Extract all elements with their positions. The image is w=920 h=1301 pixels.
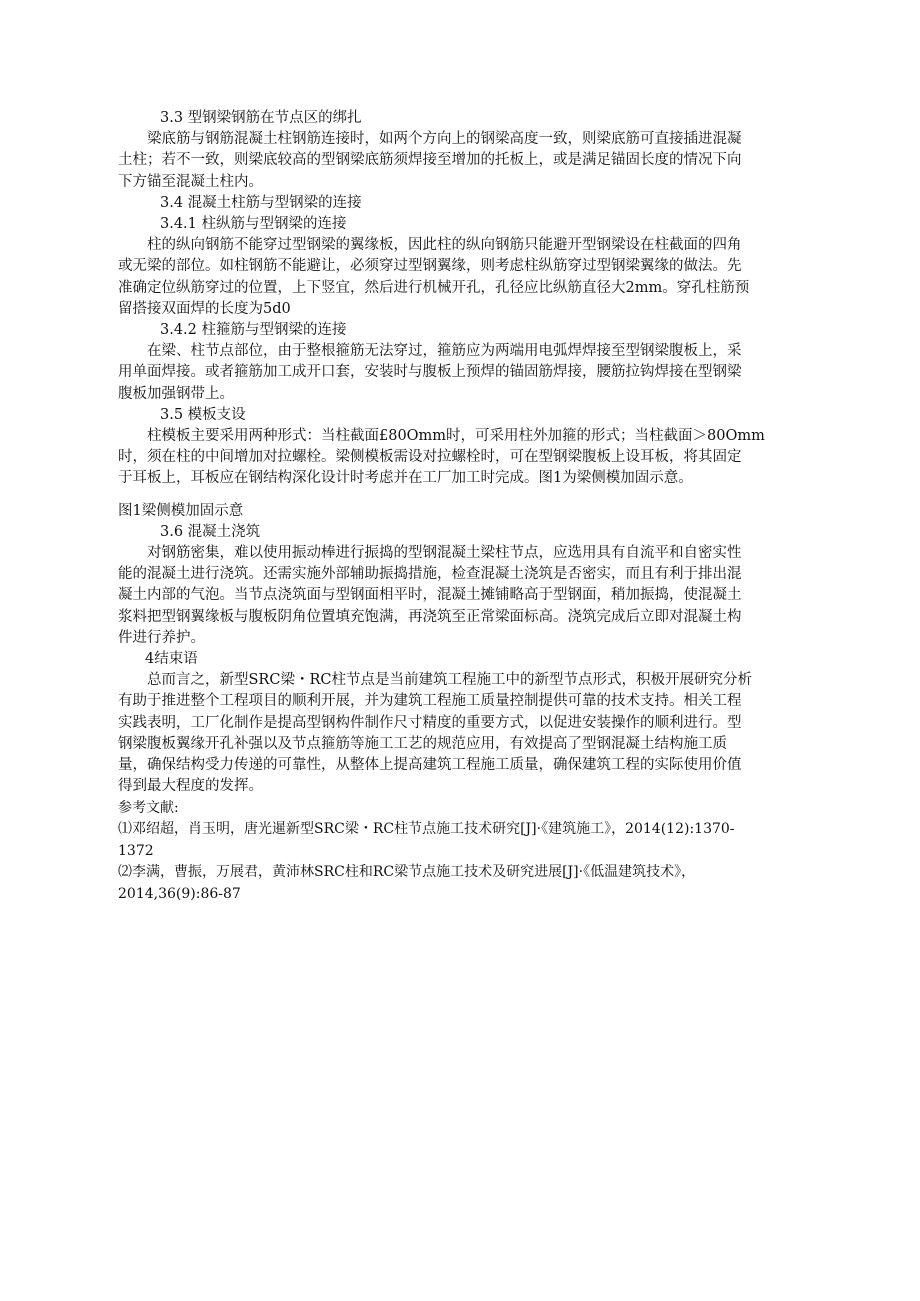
paragraph-line: 在梁、柱节点部位，由于整根箍筋无法穿过，箍筋应为两端用电弧焊焊接至型钢梁腹板上，采 <box>147 343 742 360</box>
paragraph-line: 件进行养护。 <box>118 629 205 646</box>
paragraph-line: 钢梁腹板翼缘开孔补强以及节点箍筋等施工工艺的规范应用，有效提高了型钢混凝土结构施工质 <box>118 735 727 752</box>
section-heading-3-4-2: 3.4.2 柱箍筋与型钢梁的连接 <box>160 322 347 339</box>
paragraph-line: 用单面焊接。或者箍筋加工成开口套，安装时与腹板上预焊的锚固筋焊接，腰筋拉钩焊接在型钢梁 <box>118 364 742 381</box>
paragraph-line: 土柱；若不一致，则梁底较高的型钢梁底筋须焊接至增加的托板上，或是满足锚固长度的情况下向 <box>118 152 742 169</box>
reference-line: 1372 <box>118 842 154 859</box>
document-body <box>118 108 802 905</box>
figure-gap <box>118 490 802 501</box>
paragraph-line: 准确定位纵筋穿过的位置，上下竖宜，然后进行机械开孔，孔径应比纵筋直径大2mm。穿孔柱筋预 <box>118 279 750 296</box>
reference-line: 2014,36(9):86-87 <box>118 885 241 902</box>
paragraph-line: 总而言之，新型SRC梁・RC柱节点是当前建筑工程施工中的新型节点形式，积极开展研究分析 <box>147 672 752 689</box>
paragraph-line: 能的混凝土进行浇筑。还需实施外部辅助振捣措施，检查混凝土浇筑是否密实，而且有利于排出混 <box>118 566 742 583</box>
paragraph-line: 或无梁的部位。如柱钢筋不能避让，必须穿过型钢翼缘，则考虑柱纵筋穿过型钢梁翼缘的做法。先 <box>118 258 742 275</box>
references <box>118 798 802 906</box>
paragraph-line: 浆料把型钢翼缘板与腹板阴角位置填充饱满，再浇筑至正常梁面标高。浇筑完成后立即对混凝土构 <box>118 608 742 625</box>
paragraph-line: 有助于推进整个工程项目的顺利开展，并为建筑工程施工质量控制提供可靠的技术支持。相关工程 <box>118 693 742 710</box>
paragraph-line: 柱的纵向钢筋不能穿过型钢梁的翼缘板，因此柱的纵向钢筋只能避开型钢梁设在柱截面的四角 <box>147 237 742 254</box>
figure-caption: 图1梁侧模加固示意 <box>118 502 244 519</box>
reference-line: ⑴邓绍超，肖玉明，唐光暹新型SRC梁・RC柱节点施工技术研究[J]·《建筑施工》，2014(12):1370- <box>118 821 735 837</box>
section-heading-3-4: 3.4 混凝土柱筋与型钢梁的连接 <box>160 194 362 211</box>
section-heading-3-4-1: 3.4.1 柱纵筋与型钢梁的连接 <box>160 216 347 233</box>
reference-line: ⑵李满，曹振，万展君，黄沛林SRC柱和RC梁节点施工技术及研究进展[J]·《低温建筑技术》， <box>118 864 696 880</box>
section-heading-3-6: 3.6 混凝土浇筑 <box>160 523 261 540</box>
section-heading-3-3: 3.3 型钢梁钢筋在节点区的绑扎 <box>160 110 362 126</box>
paragraph-line: 实践表明，工厂化制作是提高型钢构件制作尺寸精度的重要方式，以促进安装操作的顺利进行。型 <box>118 714 742 731</box>
paragraph-line: 柱模板主要采用两种形式：当柱截面£80Omm时，可采用柱外加箍的形式；当柱截面＞80Omm <box>147 428 765 445</box>
paragraph-line: 留搭接双面焊的长度为5d0 <box>118 300 291 317</box>
section-heading-4: 4结束语 <box>145 651 198 668</box>
section-heading-3-5: 3.5 模板支设 <box>160 406 246 423</box>
paragraph-line: 量，确保结构受力传递的可靠性，从整体上提高建筑工程施工质量，确保建筑工程的实际使用价值 <box>118 757 742 774</box>
paragraph-line: 于耳板上，耳板应在钢结构深化设计时考虑并在工厂加工时完成。图1为梁侧模加固示意。 <box>118 470 693 487</box>
paragraph-line: 梁底筋与钢筋混凝土柱钢筋连接时，如两个方向上的钢梁高度一致，则梁底筋可直接插进混凝 <box>147 131 742 148</box>
paragraph-line: 对钢筋密集，难以使用振动棒进行振捣的型钢混凝土梁柱节点，应选用具有自流平和自密实性 <box>147 545 742 562</box>
paragraph-line: 凝土内部的气泡。当节点浇筑面与型钢面相平时，混凝土摊铺略高于型钢面，稍加振捣，使混凝土 <box>118 587 742 604</box>
paragraph-line: 下方锚至混凝土柱内。 <box>118 173 263 190</box>
paragraph-line: 腹板加强钢带上。 <box>118 385 234 402</box>
references-heading: 参考文献: <box>118 799 179 816</box>
paragraph-line: 得到最大程度的发挥。 <box>118 778 263 795</box>
paragraph-line: 时，须在柱的中间增加对拉螺栓。梁侧模板需设对拉螺栓时，可在型钢梁腹板上设耳板，将其固定 <box>118 449 742 466</box>
